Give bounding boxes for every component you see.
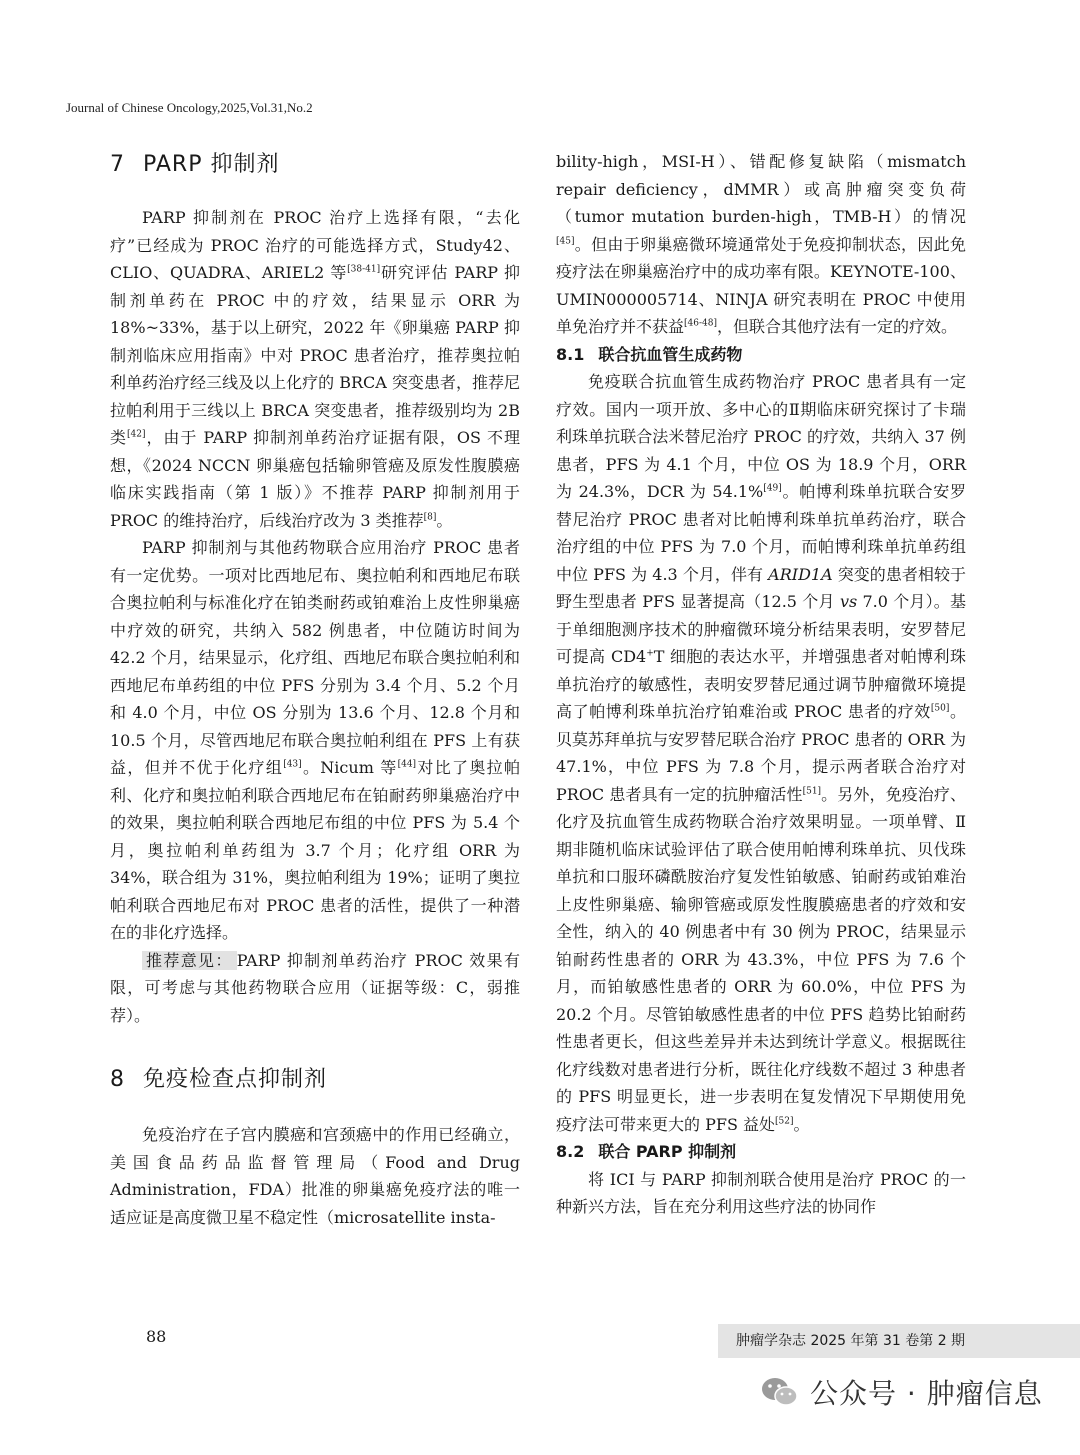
citation: [45]: [556, 236, 575, 247]
gene-name: ARID1A: [768, 564, 833, 584]
wechat-icon: [760, 1375, 800, 1409]
citation: [42]: [126, 429, 146, 440]
text: 突变的患者相较于野生型患者 PFS 显著提高（12.5 个月: [556, 564, 966, 611]
text: 。另外，免疫治疗、化疗及抗血管生成药物联合治疗效果明显。一项单臂、Ⅱ期非随机临床试验评估了联合使用帕博利珠单抗、贝伐珠单抗和口服环磷酰胺治疗复发性铂敏感、铂耐药或铂难治上皮性卵巢癌、输卵管癌或原发性腹膜癌患者的疗效和安全性，纳入的 40 例患者中有 30 例为 PROC，结果显示铂耐药性患者的 ORR 为 43.3%，中位 PFS 为 7.6 个月，而铂敏感性患者的 ORR 为 60.0%，中位 PFS 为 20.2 个月。尽管铂敏感性患者的中位 PFS 趋势比铂耐药性患者更长，但这些差异并未达到统计学意义。根据既往化疗线数对患者进行分析，既往化疗线数不超过 3 种患者的 PFS 明显更长，进一步表明在复发情况下早期使用免疫疗法可带来更大的 PFS 益处: [556, 784, 966, 1134]
section-title: PARP 抑制剂: [143, 152, 280, 177]
page-number: 88: [146, 1327, 167, 1346]
subsection-8-1-heading: [556, 341, 966, 369]
right-column: [556, 148, 966, 1221]
citation: [50]: [930, 703, 950, 714]
text: bility-high，MSI-H）、错配修复缺陷（mismatch repair deficiency，dMMR）或高肿瘤突变负荷（tumor mutation burden-high，TMB-H）的情况: [556, 152, 966, 226]
citation: [52]: [775, 1116, 794, 1127]
text: 。: [793, 1114, 810, 1134]
watermark-text: 公众号 · 肿瘤信息: [810, 1377, 1043, 1410]
text: ，但联合其他疗法有一定的疗效。: [716, 317, 957, 336]
section-title: 免疫检查点抑制剂: [143, 1067, 328, 1092]
text: 免疫联合抗血管生成药物治疗 PROC 患者具有一定疗效。国内一项开放、多中心的Ⅱ期临床研究探讨了卡瑞利珠单抗联合法米替尼治疗 PROC 的疗效，共纳入 37 例患者，PFS 为 4.1 个月，中位 OS 为 18.9 个月，ORR 为 24.3%，DCR 为 54.1%: [556, 372, 966, 501]
running-head: Journal of Chinese Oncology,2025,Vol.31,No.2: [66, 100, 313, 115]
citation: [44]: [397, 759, 417, 770]
watermark: [760, 1372, 1043, 1412]
paragraph: [110, 534, 520, 947]
section-number: 7: [110, 152, 125, 177]
subsection-number: 8.1: [556, 344, 585, 364]
paragraph: 免疫治疗在子宫内膜癌和宫颈癌中的作用已经确立，美国食品药品监督管理局（Food and Drug Administration，FDA）批准的卵巢癌免疫疗法的唯一适应证是高度微卫星不稳定性（microsatellite insta-: [110, 1125, 520, 1227]
text: PARP 抑制剂与其他药物联合应用治疗 PROC 患者有一定优势。一项对比西地尼布、奥拉帕利和西地尼布联合奥拉帕利与标准化疗在铂类耐药或铂难治上皮性卵巢癌中疗效的研究，共纳入 582 例患者，中位随访时间为 42.2 个月，结果显示，化疗组、西地尼布联合奥拉帕利和西地尼布单药组的中位 PFS 分别为 3.4 个月、5.2 个月和 4.0 个月，中位 OS 分别为 13.6 个月、12.8 个月和 10.5 个月，尽管西地尼布联合奥拉帕利组在 PFS 上有获益，但并不优于化疗组: [110, 538, 520, 777]
text: 。贝莫苏拜单抗与安罗替尼联合治疗 PROC 患者的 ORR 为 47.1%，中位 PFS 为 7.8 个月，提示两者联合治疗对 PROC 患者具有一定的抗肿瘤活性: [556, 702, 966, 804]
text: 。帕博利珠单抗联合安罗替尼治疗 PROC 患者对比帕博利珠单抗单药治疗，联合治疗组的中位 PFS 为 7.0 个月，而帕博利珠单抗单药组中位 PFS 为 4.3 个月，伴有: [556, 482, 966, 584]
section-number: 8: [110, 1067, 125, 1092]
recommendation-label: 推荐意见：: [142, 951, 237, 970]
text: T 细胞的表达水平，并增强患者对帕博利珠单抗治疗的敏感性，表明安罗替尼通过调节肿瘤微环境提高了帕博利珠单抗治疗铂难治或 PROC 患者的疗效: [556, 647, 966, 721]
text: 7.0 个月）。基于单细胞测序技术的肿瘤微环境分析结果表明，安罗替尼可提高 CD4: [556, 592, 966, 666]
text: 研究评估 PARP 抑制剂单药在 PROC 中的疗效，结果显示 ORR 为 18%~33%，基于以上研究，2022 年《卵巢癌 PARP 抑制剂临床应用指南》中对 PROC 患者治疗，推荐奥拉帕利单药治疗经三线及以上化疗的 BRCA 突变患者，推荐尼拉帕利用于三线以上 BRCA 突变患者，推荐级别均为 2B 类: [110, 263, 520, 447]
vs-text: vs: [839, 592, 858, 611]
recommendation-paragraph: [110, 947, 520, 1030]
left-column: [110, 150, 520, 1231]
subsection-title: 联合抗血管生成药物: [598, 344, 743, 364]
citation: [43]: [283, 759, 302, 770]
text: 。: [436, 510, 453, 530]
text: 对比了奥拉帕利、化疗和奥拉帕利联合西地尼布在铂耐药卵巢癌治疗中的效果，奥拉帕利联合西地尼布组的中位 PFS 为 5.4 个月，奥拉帕利单药组为 3.7 个月；化疗组 ORR 为 34%，联合组为 31%，奥拉帕利组为 19%；证明了奥拉帕利联合西地尼布对 PROC 患者的活性，提供了一种潜在的非化疗选择。: [110, 758, 520, 942]
citation: [8]: [423, 512, 437, 523]
subsection-number: 8.2: [556, 1142, 585, 1161]
text: ，由于 PARP 抑制剂单药治疗证据有限，OS 不理想，《2024 NCCN 卵巢癌包括输卵管癌及原发性腹膜癌临床实践指南（第 1 版）》不推荐 PARP 抑制剂用于 PROC 的维持治疗，后线治疗改为 3 类推荐: [110, 428, 520, 530]
text: PARP 抑制剂在 PROC 治疗上选择有限，“去化疗”已经成为 PROC 治疗的可能选择方式，Study42、CLIO、QUADRA、ARIEL2 等: [110, 208, 520, 282]
subsection-8-2-heading: [556, 1138, 966, 1166]
journal-footer: 肿瘤学杂志 2025 年第 31 卷第 2 期: [718, 1324, 1080, 1358]
text: 。但由于卵巢癌微环境通常处于免疫抑制状态，因此免疫疗法在卵巢癌治疗中的成功率有限。KEYNOTE-100、UMIN000005714、NINJA 研究表明在 PROC 中使用单免治疗并不获益: [556, 234, 966, 336]
citation: [38-41]: [347, 264, 381, 275]
superscript: +: [646, 648, 654, 659]
paragraph: [556, 368, 966, 1138]
paragraph: 将 ICI 与 PARP 抑制剂联合使用是治疗 PROC 的一种新兴方法，旨在充分利用这些疗法的协同作: [556, 1169, 966, 1216]
subsection-title: 联合 PARP 抑制剂: [598, 1142, 737, 1161]
text: PARP 抑制剂单药治疗 PROC 效果有限，可考虑与其他药物联合应用（证据等级：C，弱推荐）。: [110, 950, 520, 1025]
citation: [46-48]: [684, 318, 717, 329]
section-7-heading: [110, 150, 520, 180]
citation: [51]: [802, 786, 822, 797]
citation: [49]: [763, 483, 782, 494]
text: 。Nicum 等: [301, 758, 398, 777]
paragraph: [110, 204, 520, 534]
section-8-heading: [110, 1065, 520, 1095]
paragraph: [556, 148, 966, 341]
